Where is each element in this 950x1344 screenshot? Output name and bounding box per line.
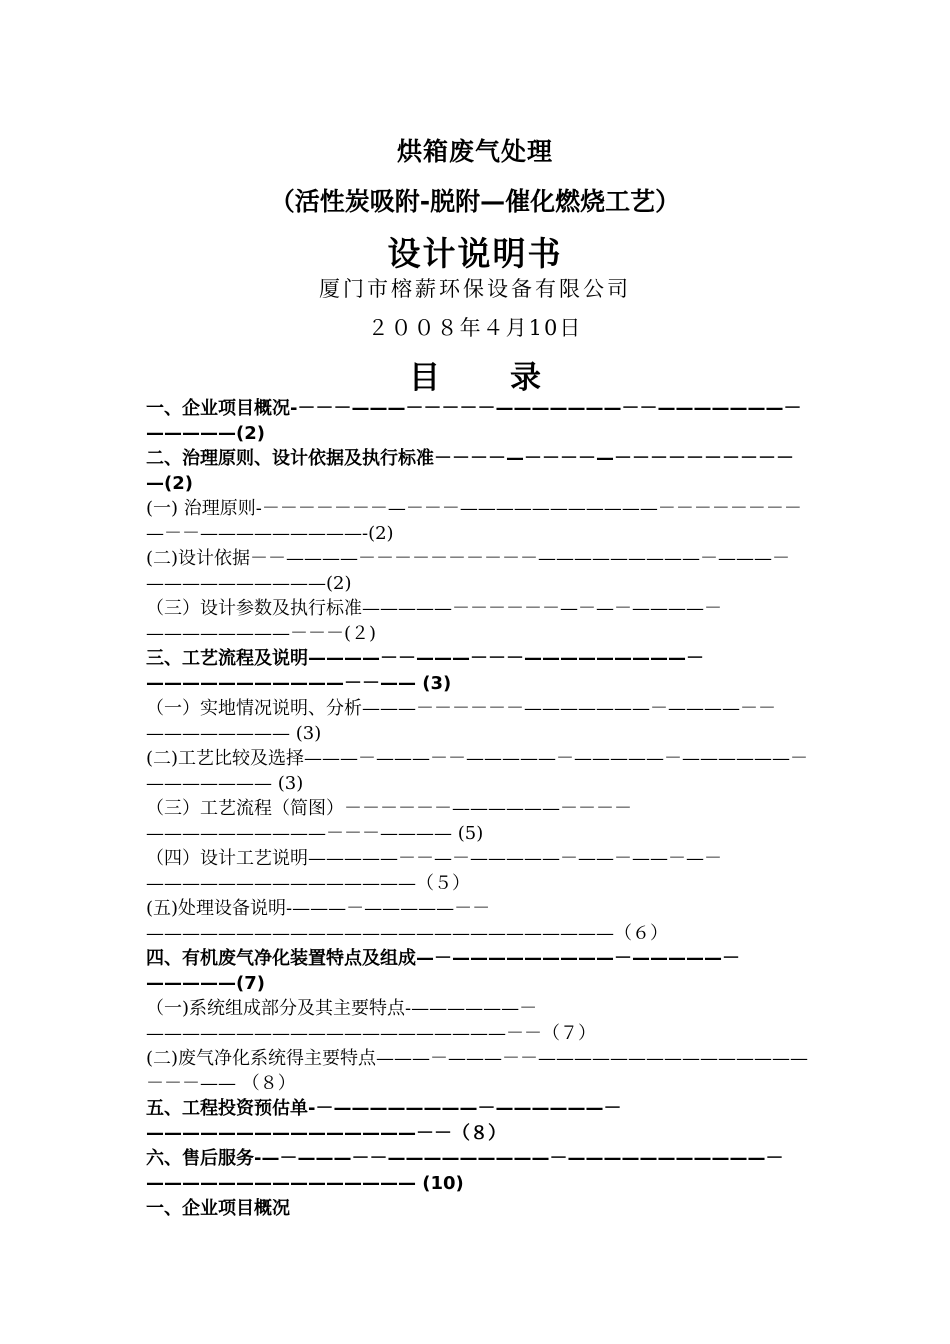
toc-entry[interactable]: （三）设计参数及执行标准—————－－－－－－—－—－————－————————－－－(２)	[146, 598, 722, 644]
toc-entry[interactable]: (二)废气净化系统得主要特点———－———－－———————————————－－－—— （８）	[146, 1048, 809, 1094]
toc-entry[interactable]: （一）实地情况说明、分析———－－－－－－———————－————－－———————— (3)	[146, 698, 776, 744]
toc-entry[interactable]: 二、治理原则、设计依据及执行标准－－－－—－－－－—－－－－－－－－－－—(2)	[146, 448, 794, 494]
toc-title-right: 录	[510, 360, 541, 396]
toc-entry[interactable]: (二)工艺比较及选择———－———－－—————－—————－——————－——————— (3)	[146, 748, 809, 794]
toc-entry[interactable]: （三）工艺流程（简图）－－－－－－——————－－－－——————————－－－———— (5)	[146, 798, 632, 844]
toc-entry[interactable]: 四、有机废气净化装置特点及组成—－—————————－—————－—————(7)	[146, 948, 740, 994]
document-subtitle: （活性炭吸附-脱附—催化燃烧工艺）	[269, 187, 681, 216]
company-name: 厦门市榕薪环保设备有限公司	[319, 277, 631, 301]
table-of-contents	[146, 396, 810, 1196]
toc-title-left: 目	[409, 360, 440, 396]
toc-entry[interactable]: 三、工艺流程及说明————－－———－－－—————————－———————————－－—— (3)	[146, 648, 704, 694]
toc-entry[interactable]: (一) 治理原则-－－－－－－－—－－－———————————－－－－－－－－—－－—————————-(2)	[146, 498, 802, 544]
toc-title	[0, 352, 950, 397]
toc-entry[interactable]: (二)设计依据－－————－－－－－－－－－－—————————－———－——————————(2)	[146, 548, 791, 594]
toc-entry[interactable]: 一、企业项目概况-－－－———－－－－－———————－－———————－—————(2)	[146, 398, 802, 444]
document-title: 烘箱废气处理	[396, 137, 553, 166]
toc-entry[interactable]: 六、售后服务-—－———－－—————————－———————————－——————————————— (10)	[146, 1148, 784, 1194]
document-date: ２００８年４月10日	[367, 316, 583, 340]
document-heading: 设计说明书	[387, 234, 563, 273]
toc-entry[interactable]: 五、工程投资预估单-－————————－——————－———————————————－－（８）	[146, 1098, 622, 1144]
toc-entry[interactable]: (五)处理设备说明-———－—————－－——————————————————————————（６）	[146, 898, 668, 944]
toc-entry[interactable]: （四）设计工艺说明—————－－—－—————－——－——－—－———————————————（５）	[146, 848, 722, 894]
section-heading: 一、企业项目概况	[146, 1198, 290, 1219]
toc-entry[interactable]: （一)系统组成部分及其主要特点-——————－————————————————————－－（７）	[146, 998, 596, 1044]
